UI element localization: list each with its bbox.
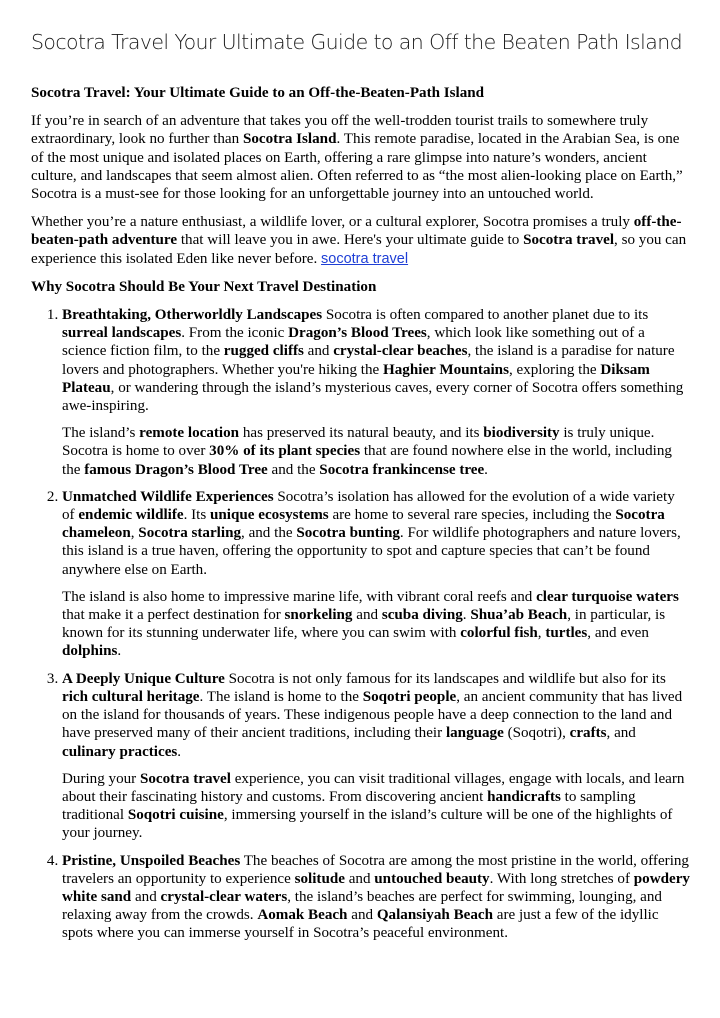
document-title: Socotra Travel Your Ultimate Guide to an Off the Beaten Path Island xyxy=(31,30,683,54)
bold-term: Unmatched Wildlife Experiences xyxy=(62,488,274,505)
bold-term: scuba diving xyxy=(381,607,463,624)
bold-term: powdery white sand xyxy=(62,870,690,905)
bold-term: Soqotri people xyxy=(362,688,457,705)
list-item-paragraph: 4. Pristine, Unspoiled Beaches The beaches of Socotra are among the most pristine in the world, offering travelers an opportunity to experience solitude and untouched beauty. With long stretches of powdery white sand and crystal-clear waters, the island’s beaches are perfect for swimming, lounging, and relaxing away from the crowds. Aomak Beach and Qalansiyah Beach are just a few of the idyllic spots where you can immerse yourself in Socotra’s peaceful environment. xyxy=(62,852,690,942)
bold-term: Breathtaking, Otherworldly Landscapes xyxy=(62,307,323,324)
bold-term: untouched beauty xyxy=(374,870,490,887)
bold-term: clear turquoise waters xyxy=(536,588,679,605)
bold-term: solitude xyxy=(294,870,345,887)
bold-term: rugged cliffs xyxy=(223,343,304,360)
bold-term: snorkeling xyxy=(284,607,353,624)
bold-term: Socotra Island xyxy=(242,131,337,148)
bold-term: culinary practices xyxy=(62,743,178,760)
list-item xyxy=(62,852,691,943)
bold-term: Dragon’s Blood Trees xyxy=(288,325,427,342)
bold-term: famous Dragon’s Blood Tree xyxy=(84,461,268,478)
bold-term: remote location xyxy=(139,425,240,442)
list-item-paragraph: The island’s remote location has preserved its natural beauty, and its biodiversity is truly unique. Socotra is home to over 30% of its plant species that are found nowhere else in the world, including the famous Dragon’s Blood Tree and the Socotra frankincense tree. xyxy=(62,425,672,478)
socotra-travel-link[interactable]: socotra travel xyxy=(321,250,409,267)
bold-term: Socotra travel xyxy=(139,770,231,787)
bold-term: Qalansiyah Beach xyxy=(376,907,493,924)
bold-term: A Deeply Unique Culture xyxy=(62,670,225,687)
bold-term: Diksam Plateau xyxy=(62,361,650,396)
bold-term: Haghier Mountains xyxy=(383,361,509,378)
list-item xyxy=(62,306,691,479)
bold-term: surreal landscapes xyxy=(62,325,182,342)
bold-term: unique ecosystems xyxy=(210,507,329,524)
list-item xyxy=(62,670,691,843)
bold-term: off-the-beaten-path adventure xyxy=(31,214,682,249)
article-body xyxy=(31,84,691,952)
bold-term: colorful fish xyxy=(460,625,538,642)
bold-term: Socotra travel xyxy=(523,232,615,249)
bold-term: biodiversity xyxy=(483,425,560,442)
bold-term: dolphins xyxy=(62,643,118,660)
intro-paragraph-1: If you’re in search of an adventure that takes you off the well-trodden tourist trails to somewhere truly extraordinary, look no further than Socotra Island. This remote paradise, located in the Arabian Sea, is one of the most unique and isolated places on Earth, offering a rare glimpse into nature’s wonders, ancient culture, and landscapes that seem almost alien. Often referred to as “the most alien-looking place on Earth,” Socotra is a must-see for those looking for an unforgettable journey into an untouched world. xyxy=(31,113,683,203)
bold-term: Socotra bunting xyxy=(296,525,400,542)
bold-term: language xyxy=(445,725,504,742)
intro-paragraph-2-text: Whether you’re a nature enthusiast, a wildlife lover, or a cultural explorer, Socotra promises a truly off-the-beaten-path adventure that will leave you in awe. Here's your ultimate guide to Socotra travel, so you can experience this isolated Eden like never before. xyxy=(31,214,687,267)
bold-term: crystal-clear waters xyxy=(160,888,288,905)
bold-term: Pristine, Unspoiled Beaches xyxy=(62,852,241,869)
list-item-paragraph: 1. Breathtaking, Otherworldly Landscapes Socotra is often compared to another planet due to its surreal landscapes. From the iconic Dragon’s Blood Trees, which look like something out of a science fiction film, to the rugged cliffs and crystal-clear beaches, the island is a paradise for nature lovers and photographers. Whether you're hiking the Haghier Mountains, exploring the Diksam Plateau, or wandering through the island’s mysterious caves, every corner of Socotra offers something awe-inspiring. xyxy=(62,307,684,415)
bold-term: Soqotri cuisine xyxy=(127,807,224,824)
bold-term: crystal-clear beaches xyxy=(333,343,468,360)
bold-term: handicrafts xyxy=(487,788,561,805)
bold-term: rich cultural heritage xyxy=(62,688,200,705)
list-item-paragraph: 3. A Deeply Unique Culture Socotra is not only famous for its landscapes and wildlife but also for its rich cultural heritage. The island is home to the Soqotri people, an ancient community that has lived on the island for thousands of years. These indigenous people have a deep connection to the land and have preserved many of their ancient traditions, including their language (Soqotri), crafts, and culinary practices. xyxy=(62,670,683,760)
bold-term: Socotra frankincense tree xyxy=(319,461,485,478)
list-item-paragraph: During your Socotra travel experience, you can visit traditional villages, engage with locals, and learn about their fascinating history and customs. From discovering ancient handicrafts to sampling traditional Soqotri cuisine, immersing yourself in the island’s culture will be one of the highlights of your journey. xyxy=(62,770,685,842)
bold-term: Socotra chameleon xyxy=(62,507,665,542)
bold-term: crafts xyxy=(569,725,607,742)
bold-term: endemic wildlife xyxy=(78,507,184,524)
list-item xyxy=(62,488,691,661)
bold-term: Socotra starling xyxy=(138,525,242,542)
bold-term: Aomak Beach xyxy=(257,907,348,924)
bold-term: 30% of its plant species xyxy=(209,443,361,460)
section-heading: Why Socotra Should Be Your Next Travel Destination xyxy=(31,278,377,295)
intro-paragraph-2 xyxy=(31,213,691,268)
article-heading: Socotra Travel: Your Ultimate Guide to an Off-the-Beaten-Path Island xyxy=(31,85,485,101)
list-item-paragraph: 2. Unmatched Wildlife Experiences Socotra’s isolation has allowed for the evolution of a wide variety of endemic wildlife. Its unique ecosystems are home to several rare species, including the Socotra chameleon, Socotra starling, and the Socotra bunting. For wildlife photographers and nature lovers, this island is a true haven, offering the opportunity to spot and capture species that can’t be found anywhere else on Earth. xyxy=(62,488,681,578)
reasons-list xyxy=(31,306,691,943)
bold-term: turtles xyxy=(545,625,588,642)
bold-term: Shua’ab Beach xyxy=(470,607,568,624)
list-item-paragraph: The island is also home to impressive marine life, with vibrant coral reefs and clear turquoise waters that make it a perfect destination for snorkeling and scuba diving. Shua’ab Beach, in particular, is known for its stunning underwater life, where you can swim with colorful fish, turtles, and even dolphins. xyxy=(62,588,679,660)
